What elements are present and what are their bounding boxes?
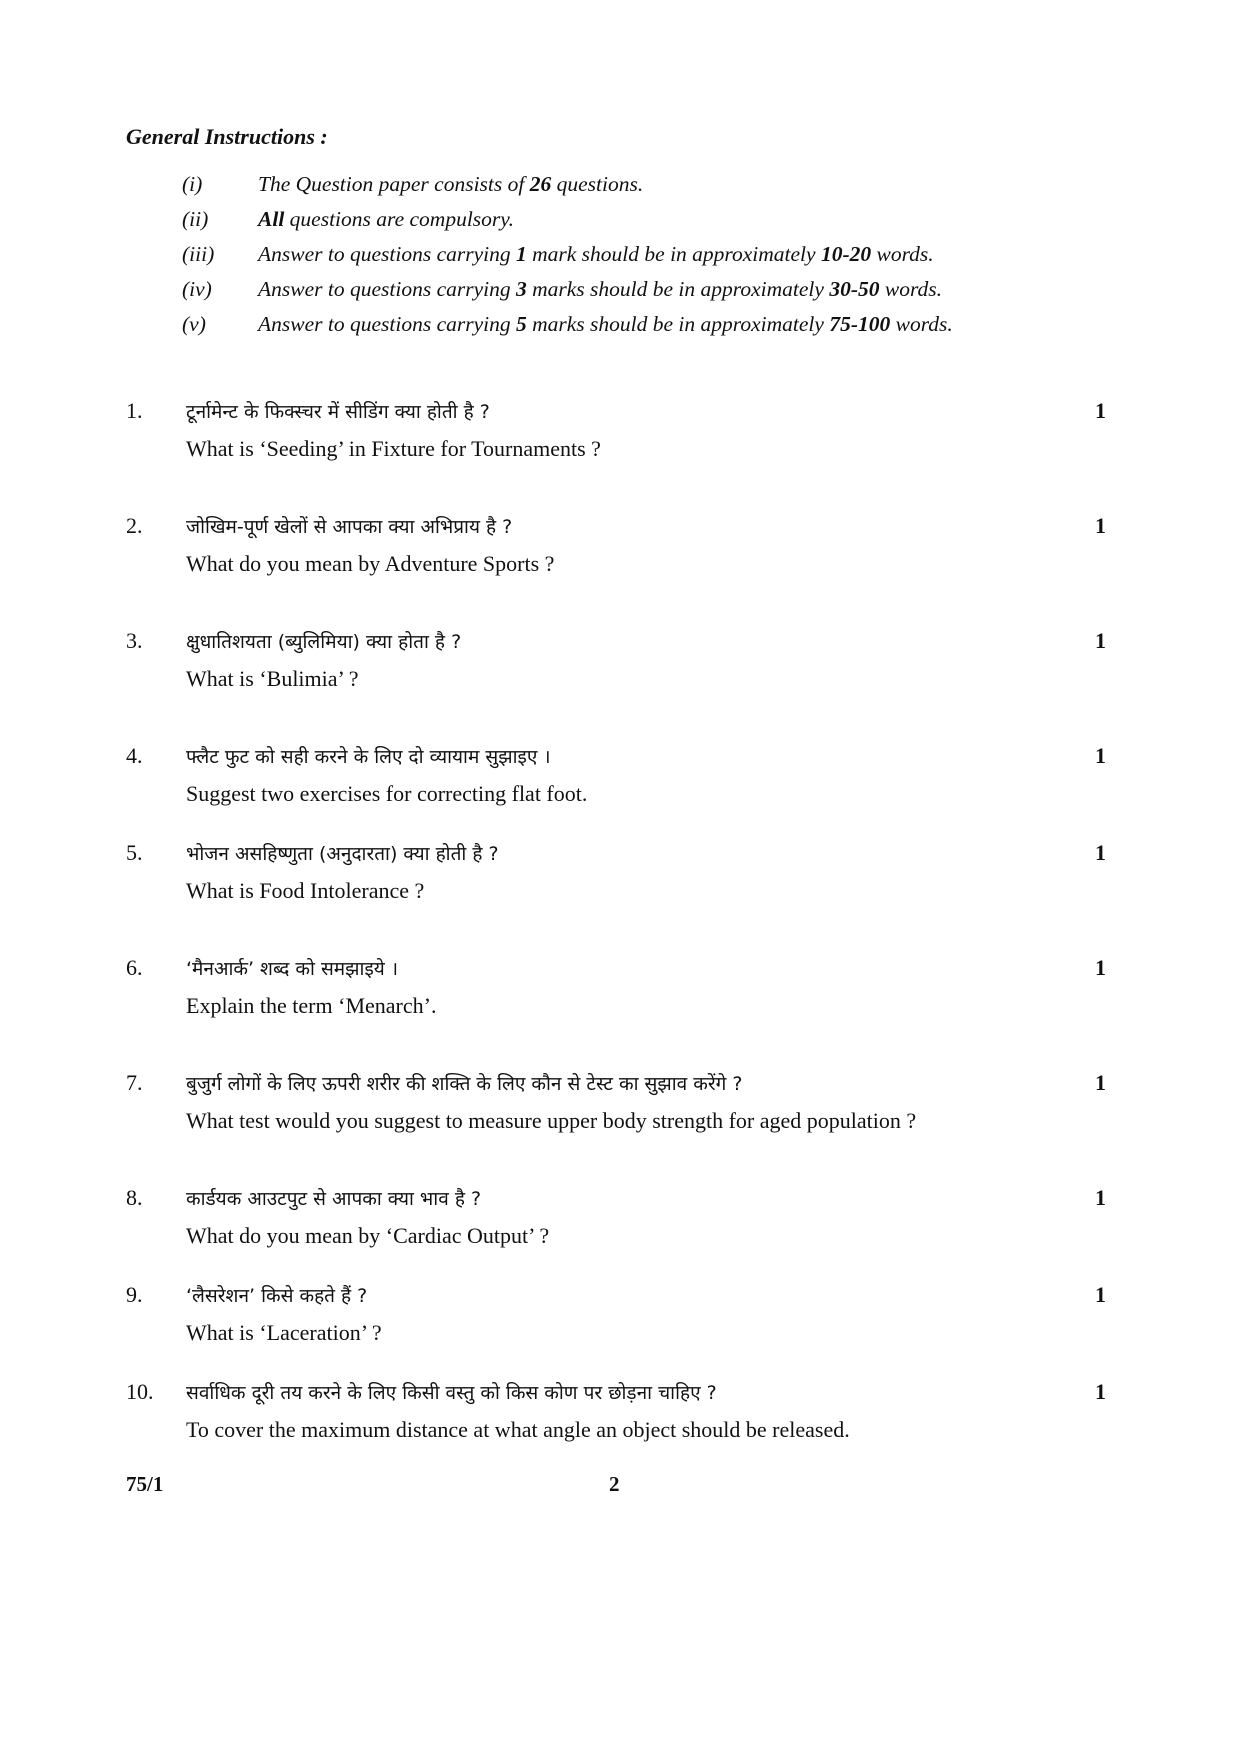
question-text-hindi: भोजन असहिष्णुता (अनुदारता) क्या होती है ? — [186, 843, 499, 865]
question-number: 8. — [126, 1185, 143, 1210]
question-text-english: To cover the maximum distance at what angle an object should be released. — [186, 1417, 850, 1442]
instruction-number: (v) — [182, 312, 206, 336]
question-9 — [126, 1282, 1106, 1350]
question-text-english: What is ‘Laceration’ ? — [186, 1320, 382, 1345]
instruction-text: All questions are compulsory. — [258, 207, 515, 231]
instruction-item — [182, 312, 1122, 347]
question-text-english: What do you mean by ‘Cardiac Output’ ? — [186, 1223, 550, 1248]
question-text-hindi: बुजुर्ग लोगों के लिए ऊपरी शरीर की शक्ति के लिए कौन से टेस्ट का सुझाव करेंगे ? — [186, 1073, 743, 1095]
instruction-text: Answer to questions carrying 1 mark should be in approximately 10-20 words. — [258, 242, 934, 266]
question-text-english: What test would you suggest to measure upper body strength for aged population ? — [186, 1108, 917, 1133]
instruction-item — [182, 277, 1122, 312]
question-number: 10. — [126, 1379, 154, 1404]
question-text-hindi: टूर्नामेन्ट के फिक्स्चर में सीडिंग क्या होती है ? — [186, 401, 490, 423]
question-2 — [126, 513, 1106, 581]
question-7 — [126, 1070, 1106, 1138]
question-3 — [126, 628, 1106, 696]
question-text-hindi: जोखिम-पूर्ण खेलों से आपका क्या अभिप्राय है ? — [186, 516, 513, 538]
question-number: 4. — [126, 743, 143, 768]
instruction-item — [182, 207, 1122, 242]
paper-code: 75/1 — [126, 1472, 164, 1496]
question-marks: 1 — [1095, 955, 1106, 980]
instruction-number: (ii) — [182, 207, 209, 231]
question-text-hindi: ‘मैनआर्क’ शब्द को समझाइये । — [186, 958, 399, 980]
question-marks: 1 — [1095, 743, 1106, 768]
instruction-item — [182, 242, 1122, 277]
page-number: 2 — [609, 1472, 620, 1496]
question-text-english: Suggest two exercises for correcting flat foot. — [186, 781, 588, 806]
question-marks: 1 — [1095, 628, 1106, 653]
instruction-item — [182, 172, 1122, 207]
question-marks: 1 — [1095, 840, 1106, 865]
question-text-hindi: सर्वाधिक दूरी तय करने के लिए किसी वस्तु को किस कोण पर छोड़ना चाहिए ? — [186, 1382, 717, 1404]
question-number: 7. — [126, 1070, 143, 1095]
question-number: 3. — [126, 628, 143, 653]
question-number: 5. — [126, 840, 143, 865]
question-text-english: What do you mean by Adventure Sports ? — [186, 551, 555, 576]
question-5 — [126, 840, 1106, 908]
question-text-english: What is ‘Bulimia’ ? — [186, 666, 359, 691]
question-10 — [126, 1379, 1106, 1447]
instruction-number: (i) — [182, 172, 203, 196]
question-number: 2. — [126, 513, 143, 538]
question-marks: 1 — [1095, 513, 1106, 538]
question-text-english: What is Food Intolerance ? — [186, 878, 425, 903]
question-text-hindi: ‘लैसरेशन’ किसे कहते हैं ? — [186, 1285, 368, 1307]
question-6 — [126, 955, 1106, 1023]
instruction-number: (iv) — [182, 277, 212, 301]
instruction-text: Answer to questions carrying 3 marks should be in approximately 30-50 words. — [258, 277, 943, 301]
question-marks: 1 — [1095, 1185, 1106, 1210]
general-instructions-heading: General Instructions : — [126, 124, 328, 149]
instruction-text: The Question paper consists of 26 questions. — [258, 172, 644, 196]
question-text-english: Explain the term ‘Menarch’. — [186, 993, 437, 1018]
question-text-english: What is ‘Seeding’ in Fixture for Tournaments ? — [186, 436, 601, 461]
instruction-text: Answer to questions carrying 5 marks should be in approximately 75-100 words. — [258, 312, 953, 336]
question-4 — [126, 743, 1106, 811]
question-text-hindi: कार्डयक आउटपुट से आपका क्या भाव है ? — [186, 1188, 482, 1210]
question-8 — [126, 1185, 1106, 1253]
question-number: 1. — [126, 398, 143, 423]
question-marks: 1 — [1095, 1379, 1106, 1404]
question-number: 9. — [126, 1282, 143, 1307]
question-marks: 1 — [1095, 1070, 1106, 1095]
question-marks: 1 — [1095, 398, 1106, 423]
question-number: 6. — [126, 955, 143, 980]
question-marks: 1 — [1095, 1282, 1106, 1307]
question-1 — [126, 398, 1106, 466]
instruction-number: (iii) — [182, 242, 215, 266]
question-text-hindi: फ्लैट फुट को सही करने के लिए दो व्यायाम सुझाइए । — [186, 746, 551, 768]
question-text-hindi: क्षुधातिशयता (ब्युलिमिया) क्या होता है ? — [186, 631, 462, 653]
instructions-list — [182, 172, 1122, 347]
